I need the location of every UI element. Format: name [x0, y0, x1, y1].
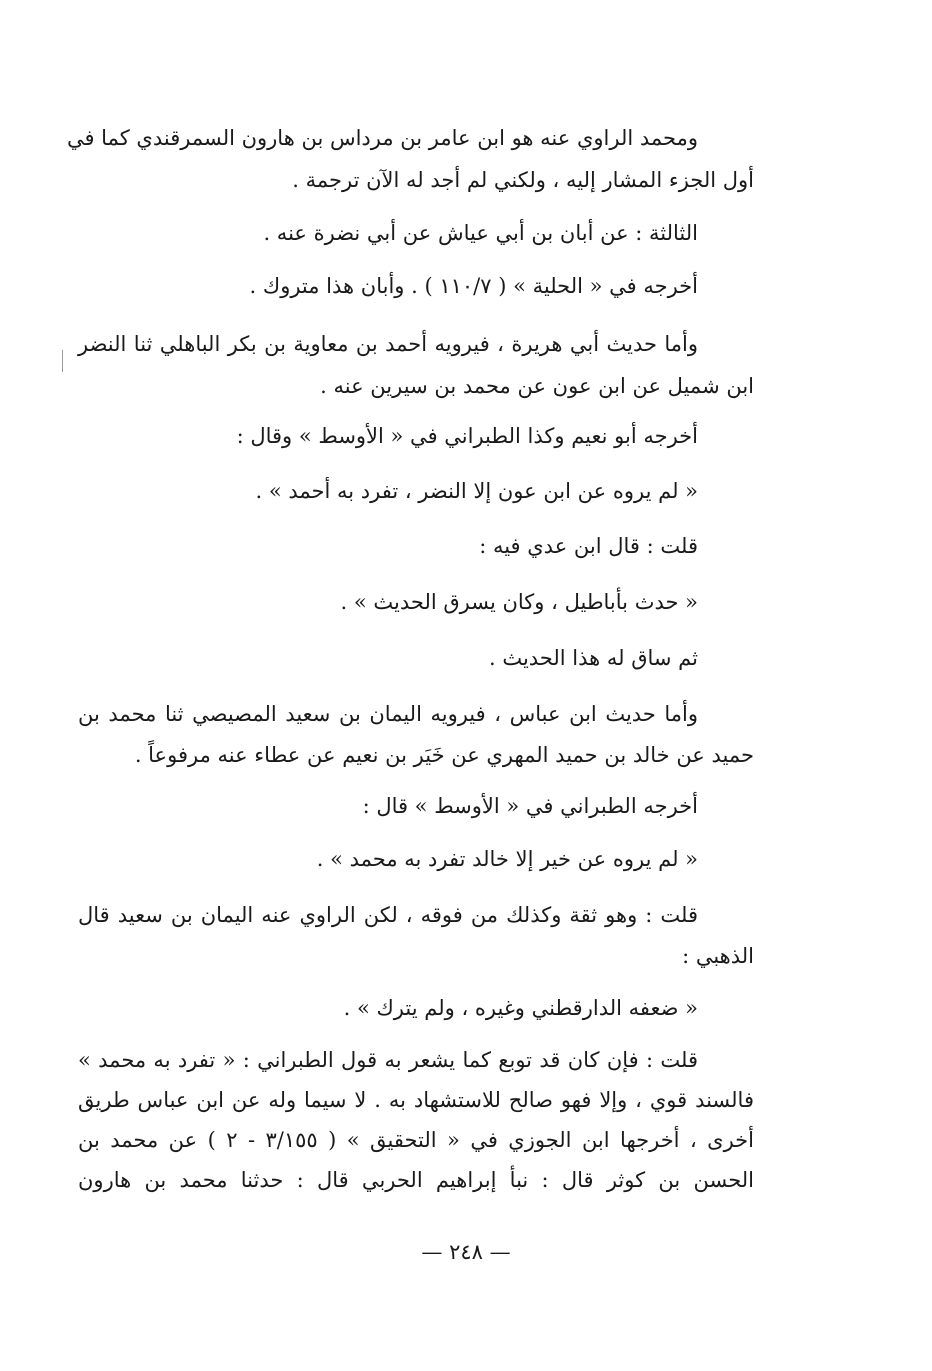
text-line-2: أول الجزء المشار إليه ، ولكني لم أجد له الآن ترجمة .: [292, 168, 754, 192]
text-line-9: قلت : قال ابن عدي فيه :: [479, 534, 698, 558]
text-line-11: ثم ساق له هذا الحديث .: [488, 646, 698, 670]
text-line-10: « حدث بأباطيل ، وكان يسرق الحديث » .: [340, 590, 698, 614]
text-line-20: فالسند قوي ، وإلا فهو صالح للاستشهاد به . لا سيما وله عن ابن عباس طريق: [78, 1088, 754, 1112]
text-line-16: قلت : وهو ثقة وكذلك من فوقه ، لكن الراوي عنه اليمان بن سعيد قال: [78, 903, 698, 927]
text-line-8: « لم يروه عن ابن عون إلا النضر ، تفرد به أحمد » .: [255, 479, 698, 503]
text-line-7: أخرجه أبو نعيم وكذا الطبراني في « الأوسط » وقال :: [236, 424, 698, 448]
text-line-21: أخرى ، أخرجها ابن الجوزي في « التحقيق » ( ٣/١٥٥ - ٢ ) عن محمد بن: [78, 1128, 754, 1152]
text-line-18: « ضعفه الدارقطني وغيره ، ولم يترك » .: [343, 996, 698, 1020]
text-line-17: الذهبي :: [682, 944, 754, 968]
text-line-5: وأما حديث أبي هريرة ، فيرويه أحمد بن معاوية بن بكر الباهلي ثنا النضر: [78, 332, 698, 356]
text-line-12: وأما حديث ابن عباس ، فيرويه اليمان بن سعيد المصيصي ثنا محمد بن: [78, 702, 698, 726]
text-line-15: « لم يروه عن خير إلا خالد تفرد به محمد » .: [316, 847, 698, 871]
margin-mark: [62, 350, 63, 372]
text-line-6: ابن شميل عن ابن عون عن محمد بن سيرين عنه .: [320, 374, 754, 398]
text-line-22: الحسن بن كوثر قال : نبأ إبراهيم الحربي قال : حدثنا محمد بن هارون: [78, 1168, 754, 1192]
text-line-4: أخرجه في « الحلية » ( ١١٠/٧ ) . وأبان هذا متروك .: [249, 274, 698, 298]
text-line-1: ومحمد الراوي عنه هو ابن عامر بن مرداس بن هارون السمرقندي كما في: [66, 126, 698, 150]
text-line-3: الثالثة : عن أبان بن أبي عياش عن أبي نضرة عنه .: [263, 221, 698, 245]
text-line-13: حميد عن خالد بن حميد المهري عن خَيَر بن نعيم عن عطاء عنه مرفوعاً .: [134, 743, 754, 767]
text-line-14: أخرجه الطبراني في « الأوسط » قال :: [362, 794, 698, 818]
page-number: — ٢٤٨ —: [421, 1240, 511, 1264]
text-line-19: قلت : فإن كان قد توبع كما يشعر به قول الطبراني : « تفرد به محمد »: [78, 1048, 698, 1072]
